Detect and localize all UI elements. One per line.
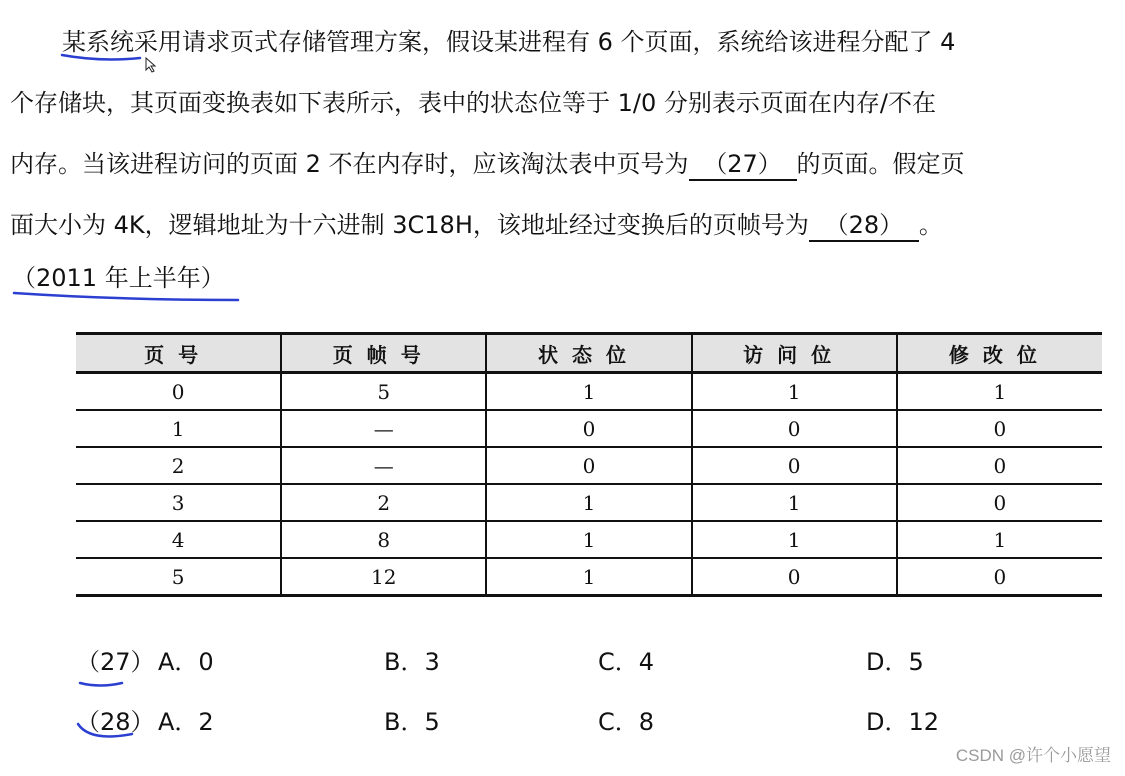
table-cell: 3 bbox=[76, 484, 281, 521]
question-line-3-end: 的页面。假定页 bbox=[796, 150, 965, 178]
table-row bbox=[76, 410, 1102, 447]
table-cell: 0 bbox=[897, 484, 1102, 521]
table-cell: 12 bbox=[281, 558, 486, 596]
table-cell: 1 bbox=[692, 521, 897, 558]
table-cell: 1 bbox=[897, 373, 1102, 411]
table-cell: 0 bbox=[76, 373, 281, 411]
option-28-a[interactable]: A．2 bbox=[158, 708, 214, 736]
option-27-a[interactable]: A．0 bbox=[158, 648, 214, 676]
table-cell: 1 bbox=[486, 521, 691, 558]
option-28-c[interactable]: C．8 bbox=[598, 708, 655, 736]
header-status-bit: 状态位 bbox=[486, 334, 691, 373]
question-line-3-start: 内存。当该进程访问的页面 2 不在内存时，应该淘汰表中页号为 bbox=[10, 150, 689, 178]
header-access-bit: 访问位 bbox=[692, 334, 897, 373]
question-line-4-start: 面大小为 4K，逻辑地址为十六进制 3C18H，该地址经过变换后的页帧号为 bbox=[10, 211, 809, 239]
option-27-c[interactable]: C．4 bbox=[598, 648, 655, 676]
table-cell: 0 bbox=[897, 447, 1102, 484]
table-cell: 0 bbox=[692, 447, 897, 484]
watermark-label: CSDN @许个小愿望 bbox=[955, 746, 1111, 765]
option-row-27 bbox=[76, 636, 1076, 696]
table-cell: 5 bbox=[281, 373, 486, 411]
table-cell: 0 bbox=[486, 447, 691, 484]
page-table-wrapper bbox=[76, 332, 1102, 597]
table-row bbox=[76, 521, 1102, 558]
table-cell: 8 bbox=[281, 521, 486, 558]
option-28-b[interactable]: B．5 bbox=[384, 708, 440, 736]
table-row bbox=[76, 447, 1102, 484]
table-row bbox=[76, 373, 1102, 411]
table-cell: 2 bbox=[76, 447, 281, 484]
header-page-number: 页号 bbox=[76, 334, 281, 373]
table-cell: 1 bbox=[486, 558, 691, 596]
table-cell: 1 bbox=[486, 484, 691, 521]
blank-27: （27） bbox=[689, 149, 797, 181]
option-28-d[interactable]: D．12 bbox=[866, 708, 940, 736]
header-frame-number: 页帧号 bbox=[281, 334, 486, 373]
question-line-2: 个存储块，其页面变换表如下表所示，表中的状态位等于 1/0 分别表示页面在内存/不在 bbox=[10, 89, 936, 117]
header-modify-bit: 修改位 bbox=[897, 334, 1102, 373]
question-line-4-end: 。 bbox=[918, 211, 943, 239]
table-cell: 5 bbox=[76, 558, 281, 596]
table-cell: — bbox=[281, 447, 486, 484]
option-27-d[interactable]: D．5 bbox=[866, 648, 924, 676]
table-cell: 1 bbox=[692, 373, 897, 411]
table-cell: — bbox=[281, 410, 486, 447]
table-cell: 0 bbox=[692, 558, 897, 596]
table-cell: 0 bbox=[692, 410, 897, 447]
option-27-b[interactable]: B．3 bbox=[384, 648, 440, 676]
table-cell: 0 bbox=[486, 410, 691, 447]
blank-28: （28） bbox=[809, 210, 919, 242]
option-row-28 bbox=[76, 696, 1076, 756]
table-cell: 1 bbox=[692, 484, 897, 521]
question-text bbox=[10, 12, 1110, 256]
question-line-1: 某系统采用请求页式存储管理方案，假设某进程有 6 个页面，系统给该进程分配了 4 bbox=[62, 28, 956, 56]
table-cell: 1 bbox=[76, 410, 281, 447]
table-cell: 0 bbox=[897, 558, 1102, 596]
exam-year-label: （2011 年上半年） bbox=[12, 264, 225, 292]
table-cell: 0 bbox=[897, 410, 1102, 447]
table-row bbox=[76, 558, 1102, 596]
question-line-3 bbox=[10, 134, 1110, 195]
question-number-27: （27） bbox=[76, 648, 155, 676]
table-row bbox=[76, 484, 1102, 521]
answer-options bbox=[76, 636, 1076, 756]
page-table bbox=[76, 332, 1102, 597]
table-header-row bbox=[76, 334, 1102, 373]
table-cell: 2 bbox=[281, 484, 486, 521]
question-number-28: （28） bbox=[76, 708, 155, 736]
question-line-4 bbox=[10, 195, 1110, 256]
table-cell: 1 bbox=[486, 373, 691, 411]
table-cell: 4 bbox=[76, 521, 281, 558]
table-cell: 1 bbox=[897, 521, 1102, 558]
